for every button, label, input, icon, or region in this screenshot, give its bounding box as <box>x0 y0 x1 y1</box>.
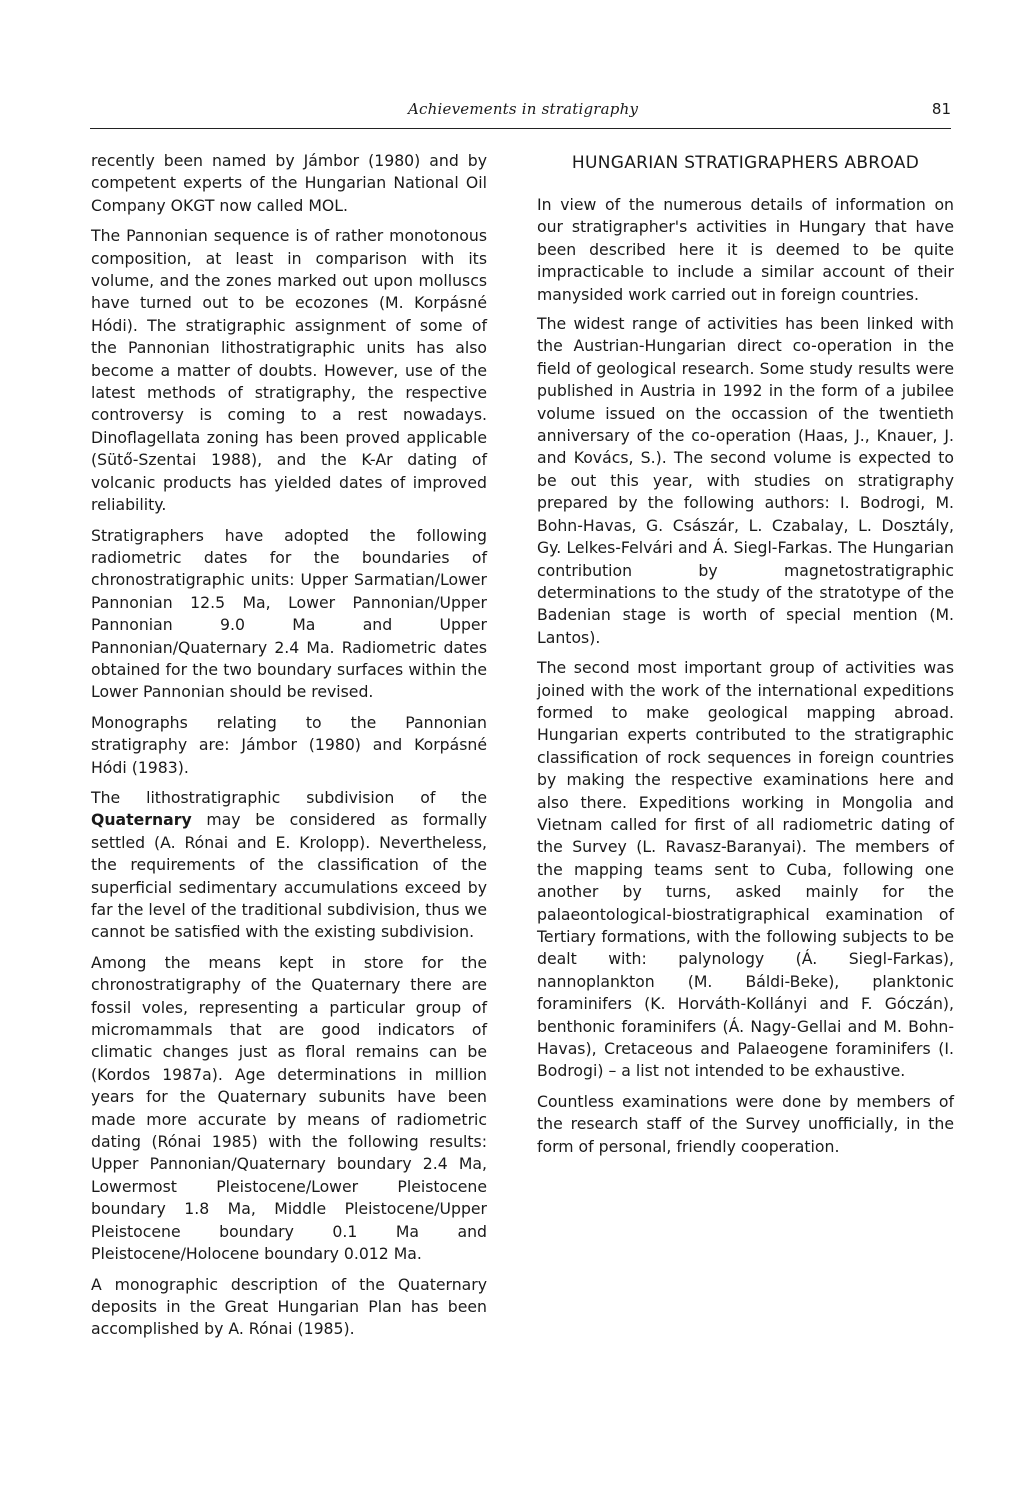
running-title: Achievements in stratigraphy <box>408 100 639 118</box>
paragraph: Monographs relating to the Pannonian stratigraphy are: Jámbor (1980) and Korpásné Hódi (1983). <box>91 712 487 777</box>
page-number: 81 <box>931 100 951 118</box>
text-run: The lithostratigraphic subdivision of the <box>91 787 487 807</box>
section-heading: HUNGARIAN STRATIGRAPHERS ABROAD <box>571 153 920 173</box>
paragraph <box>91 787 487 944</box>
paragraph: The second most important group of activities was joined with the work of the international expeditions formed to make geological mapping abroad. Hungarian experts contributed to the stratigraphic classification of rock sequences in foreign countries by making the respective examinations here and also there. Expeditions working in Mongolia and Vietnam called for first of all radiometric dating of the Survey (L. Ravasz-Baranyai). The members of the mapping teams sent to Cuba, following one another by turns, asked mainly for the palaeontological-biostratigraphical examination of Tertiary formations, with the following subjects to be dealt with: palynology (Á. Siegl-Farkas), nannoplankton (M. Báldi-Beke), planktonic foraminifers (K. Horváth-Kollányi and F. Góczán), benthonic foraminifers (Á. Nagy-Gellai and M. Bohn-Havas), Cretaceous and Palaeogene foraminifers (I. Bodrogi) – a list not intended to be exhaustive. <box>537 658 954 1081</box>
text-run: may be considered as formally settled (A. Rónai and E. Krolopp). Nevertheless, the requirements of the classification of the superficial sedimentary accumulations exceed by far the level of the traditional subdivision, thus we cannot be satisfied with the existing subdivision. <box>91 810 487 942</box>
paragraph: recently been named by Jámbor (1980) and by competent experts of the Hungarian National Oil Company OKGT now called MOL. <box>91 151 487 215</box>
left-column <box>91 150 487 1349</box>
paragraph: Countless examinations were done by members of the research staff of the Survey unofficially, in the form of personal, friendly cooperation. <box>537 1091 954 1156</box>
page-header <box>90 100 951 129</box>
paragraph: Among the means kept in store for the chronostratigraphy of the Quaternary there are fossil voles, representing a particular group of micromammals that are good indicators of climatic changes just as floral remains can be (Kordos 1987a). Age determinations in million years for the Quaternary subunits have been made more accurate by means of radiometric dating (Rónai 1985) with the following results: Upper Pannonian/Quaternary boundary 2.4 Ma, Lowermost Pleistocene/Lower Pleistocene boundary 1.8 Ma, Middle Pleistocene/Upper Pleistocene boundary 0.1 Ma and Pleistocene/Holocene boundary 0.012 Ma. <box>91 952 487 1264</box>
right-column <box>537 150 954 1166</box>
paragraph: Stratigraphers have adopted the following radiometric dates for the boundaries of chronostratigraphic units: Upper Sarmatian/Lower Pannonian 12.5 Ma, Lower Pannonian/Upper Pannonian 9.0 Ma and Upper Pannonian/Quaternary 2.4 Ma. Radiometric dates obtained for the two boundary surfaces within the Lower Pannonian should be revised. <box>91 525 487 702</box>
paragraph: In view of the numerous details of information on our stratigrapher's activities in Hungary that have been described here it is deemed to be quite impracticable to include a similar account of their manysided work carried out in foreign countries. <box>537 195 954 304</box>
paragraph: The Pannonian sequence is of rather monotonous composition, at least in comparison with its volume, and the zones marked out upon molluscs have turned out to be ecozones (M. Korpásné Hódi). The stratigraphic assignment of some of the Pannonian lithostratigraphic units has also become a matter of doubts. However, use of the latest methods of stratigraphy, the respective controversy is coming to a rest nowadays. Dinoflagellata zoning has been proved applicable (Sütő-Szentai 1988), and the K-Ar dating of volcanic products has yielded dates of improved reliability. <box>91 226 487 515</box>
paragraph: The widest range of activities has been linked with the Austrian-Hungarian direct co-operation in the field of geological research. Some study results were published in Austria in 1992 in the form of a jubilee volume issued on the occassion of the twentieth anniversary of the co-operation (Haas, J., Knauer, J. and Kovács, S.). The second volume is expected to be out this year, with studies on stratigraphy prepared by the following authors: I. Bodrogi, M. Bohn-Havas, G. Császár, L. Czabalay, L. Dosztály, Gy. Lelkes-Felvári and Á. Siegl-Farkas. The Hungarian contribution by magnetostratigraphic determinations to the study of the stratotype of the Badenian stage is worth of special mention (M. Lantos). <box>537 314 954 647</box>
bold-term: Quaternary <box>91 810 192 830</box>
paragraph: A monographic description of the Quaternary deposits in the Great Hungarian Plan has been accomplished by A. Rónai (1985). <box>91 1274 487 1339</box>
